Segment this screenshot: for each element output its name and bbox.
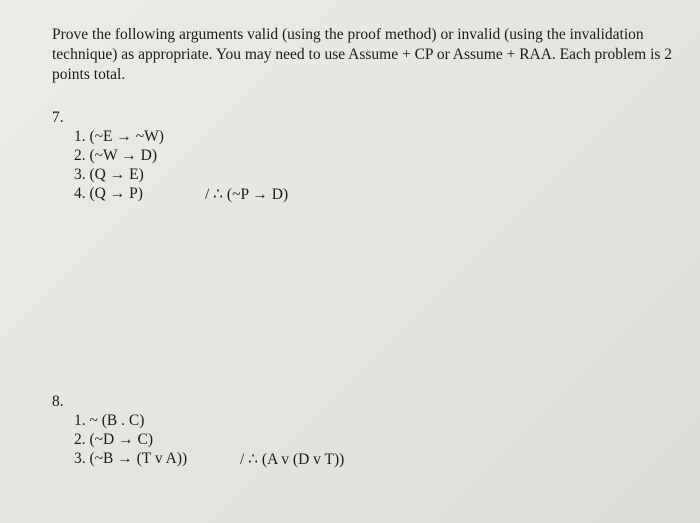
problem-7-premise-3: 3. (Q → E)	[74, 166, 144, 183]
problem-7-number: 7.	[52, 109, 64, 126]
instructions-paragraph: Prove the following arguments valid (using the proof method) or invalid (using the invalidation technique) as appropriate. You may need to use Assume + CP or Assume + RAA. Each problem is 2 points total.	[52, 26, 673, 83]
problem-8-premise-3: 3. (~B → (T v A))	[74, 450, 188, 467]
problem-7-premise-2: 2. (~W → D)	[74, 147, 158, 164]
problem-8-conclusion: / ∴ (A v (D v T))	[240, 451, 345, 468]
problem-7-premise-1: 1. (~E → ~W)	[74, 128, 164, 145]
problem-7-conclusion: / ∴ (~P → D)	[205, 186, 289, 203]
problem-7-premise-4: 4. (Q → P)	[74, 185, 143, 202]
problem-8-number: 8.	[52, 393, 64, 410]
problem-8-premise-2: 2. (~D → C)	[74, 431, 153, 448]
problem-8-premise-1: 1. ~ (B . C)	[74, 412, 145, 429]
